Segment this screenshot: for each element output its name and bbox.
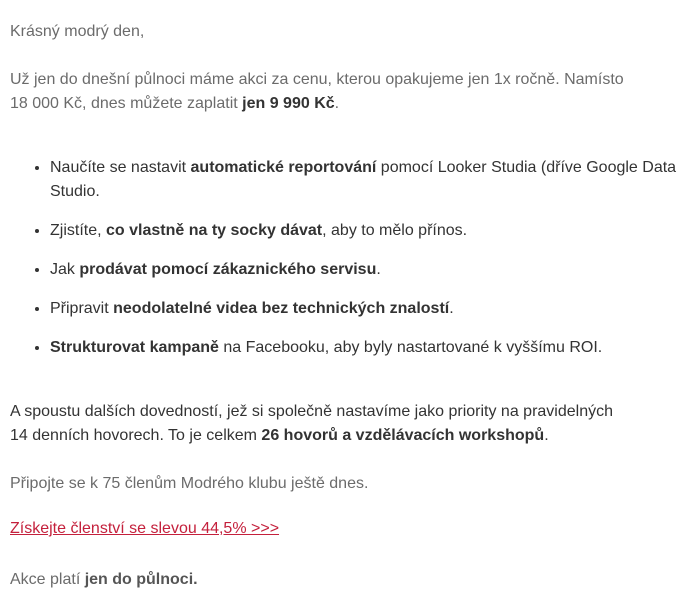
list-item xyxy=(50,258,680,282)
list-item xyxy=(50,336,680,360)
benefit-highlight: automatické reportování xyxy=(190,159,377,176)
skills-paragraph xyxy=(10,400,635,448)
benefit-text: na Facebooku, aby byly nastartované k vyššímu ROI. xyxy=(218,339,603,356)
benefit-highlight: prodávat pomocí zákaznického servisu xyxy=(79,261,377,278)
benefit-text: Zjistíte, xyxy=(50,222,107,239)
benefit-text: pomocí Looker Studia (dříve Google Data Studio. xyxy=(50,159,677,200)
benefit-text: Naučíte se nastavit xyxy=(50,159,191,176)
skills-highlight: 26 hovorů a vzdělávacích workshopů xyxy=(261,427,545,444)
benefit-highlight: co vlastně na ty socky dávat xyxy=(106,222,323,239)
benefit-text: . xyxy=(449,300,454,317)
list-item xyxy=(50,219,680,243)
benefit-text: . xyxy=(376,261,381,278)
membership-discount-link[interactable]: Získejte členství se slevou 44,5% >>> xyxy=(10,520,280,537)
validity-paragraph xyxy=(10,568,198,592)
greeting: Krásný modrý den, xyxy=(10,23,145,40)
list-item xyxy=(50,297,680,321)
benefits-list xyxy=(10,156,680,375)
benefit-text: Připravit xyxy=(50,300,114,317)
benefit-highlight: neodolatelné videa bez technických znalostí xyxy=(113,300,450,317)
offer-price: jen 9 990 Kč xyxy=(242,95,335,112)
join-paragraph: Připojte se k 75 členům Modrého klubu ještě dnes. xyxy=(10,475,369,492)
skills-text: A spoustu dalších dovedností, jež si společně nastavíme jako priority na pravidelných 14 denních hovorech. To je celkem xyxy=(10,403,613,444)
skills-text-end: . xyxy=(544,427,549,444)
benefit-text: , aby to mělo přínos. xyxy=(322,222,468,239)
benefit-text: Jak xyxy=(50,261,80,278)
offer-text-end: . xyxy=(334,95,340,112)
offer-text: Už jen do dnešní půlnoci máme akci za cenu, kterou opakujeme jen 1x ročně. Namísto 18 000 Kč, dnes můžete zaplatit xyxy=(10,71,624,112)
validity-highlight: jen do půlnoci. xyxy=(84,571,198,588)
validity-text: Akce platí xyxy=(10,571,85,588)
offer-paragraph xyxy=(10,68,630,116)
list-item xyxy=(50,156,680,204)
benefit-highlight: Strukturovat kampaně xyxy=(50,339,219,356)
